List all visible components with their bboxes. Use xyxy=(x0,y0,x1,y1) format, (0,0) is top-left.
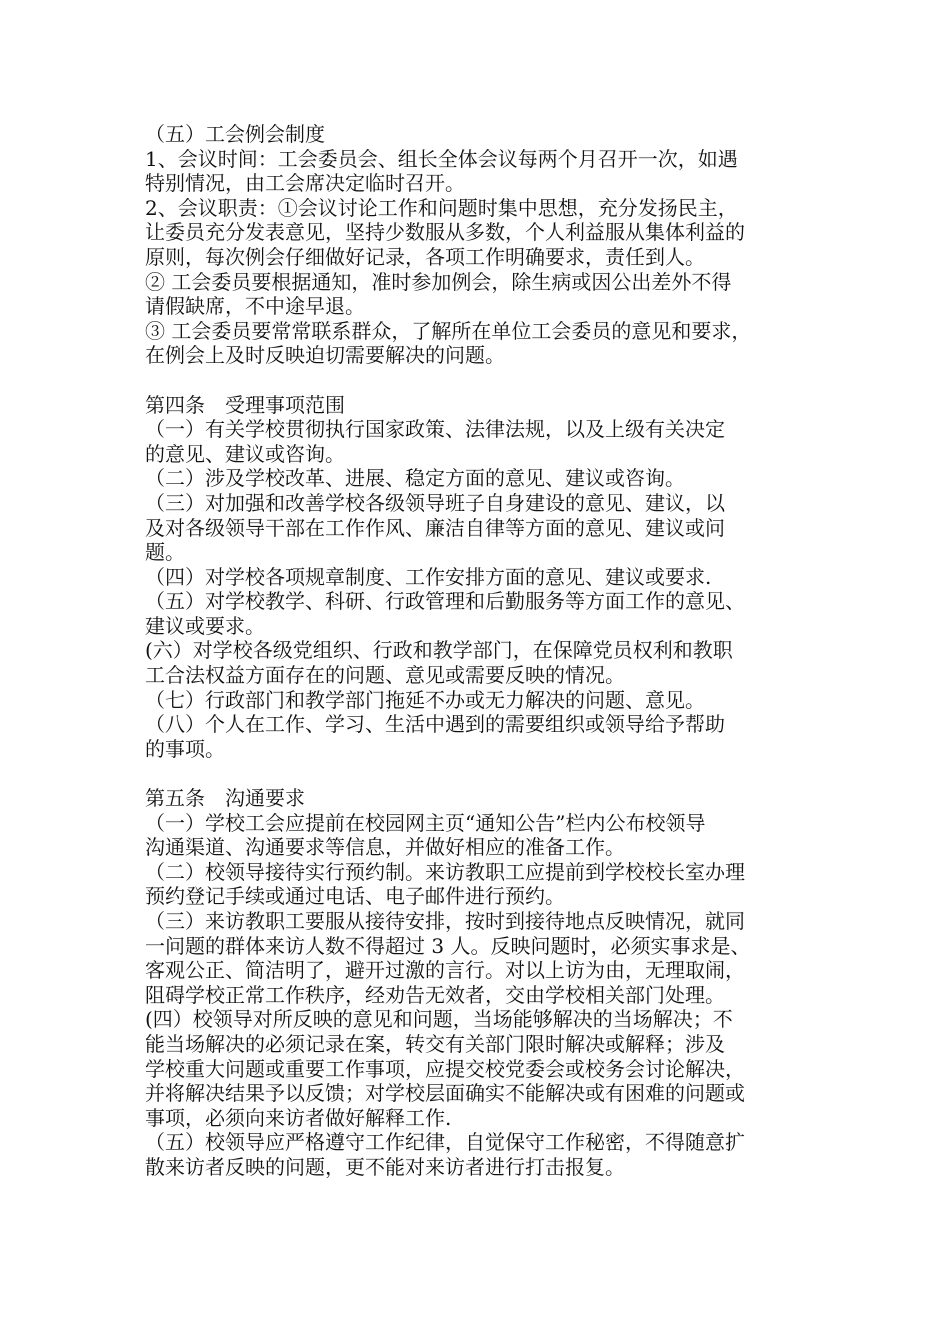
paragraph-line: 请假缺席，不中途早退。 xyxy=(145,294,365,319)
paragraph-line: 在例会上及时反映迫切需要解决的问题。 xyxy=(145,343,505,368)
paragraph-line: 特别情况，由工会席决定临时召开。 xyxy=(145,171,465,196)
paragraph-line: （一）有关学校贯彻执行国家政策、法律法规，以及上级有关决定 xyxy=(145,417,725,442)
paragraph-line: 工合法权益方面存在的问题、意见或需要反映的情况。 xyxy=(145,663,625,688)
paragraph-line: 让委员充分发表意见，坚持少数服从多数，个人利益服从集体利益的 xyxy=(145,220,745,245)
paragraph-line: 事项，必须向来访者做好解释工作. xyxy=(145,1105,452,1130)
article-five xyxy=(145,786,805,1180)
paragraph-line: 客观公正、简洁明了，避开过激的言行。对以上访为由，无理取闹， xyxy=(145,958,745,983)
paragraph-line: （一）学校工会应提前在校园网主页“通知公告”栏内公布校领导 xyxy=(145,810,706,835)
paragraph-line: （四）对学校各项规章制度、工作安排方面的意见、建议或要求. xyxy=(145,564,712,589)
article-heading: 第四条 受理事项范围 xyxy=(145,392,345,417)
paragraph-line: 能当场解决的必须记录在案，转交有关部门限时解决或解释；涉及 xyxy=(145,1031,725,1056)
spacer xyxy=(145,368,805,393)
document-page xyxy=(145,122,805,1180)
paragraph-line: （八）个人在工作、学习、生活中遇到的需要组织或领导给予帮助 xyxy=(145,712,725,737)
paragraph-line: 学校重大问题或重要工作事项，应提交校党委会或校务会讨论解决， xyxy=(145,1056,745,1081)
article-four xyxy=(145,393,805,762)
paragraph-line: 一问题的群体来访人数不得超过 3 人。反映问题时，必须实事求是、 xyxy=(145,933,751,958)
paragraph-line: (四）校领导对所反映的意见和问题，当场能够解决的当场解决；不 xyxy=(145,1007,733,1032)
paragraph-line: 及对各级领导干部在工作作风、廉洁自律等方面的意见、建议或问 xyxy=(145,515,725,540)
paragraph-line: （三）来访教职工要服从接待安排，按时到接待地点反映情况，就同 xyxy=(145,909,745,933)
paragraph-line: 2、会议职责：①会议讨论工作和问题时集中思想，充分发扬民主， xyxy=(145,195,738,220)
section-heading: （五）工会例会制度 xyxy=(145,122,325,146)
paragraph-line: （二）涉及学校改革、进展、稳定方面的意见、建议或咨询。 xyxy=(145,466,685,491)
paragraph-line: 题。 xyxy=(145,540,185,565)
section-meetings xyxy=(145,122,805,368)
paragraph-line: （二）校领导接待实行预约制。来访教职工应提前到学校校长室办理 xyxy=(145,859,745,884)
article-heading: 第五条 沟通要求 xyxy=(145,786,305,811)
paragraph-line: 预约登记手续或通过电话、电子邮件进行预约。 xyxy=(145,884,565,909)
paragraph-line: ② 工会委员要根据通知，准时参加例会，除生病或因公出差外不得 xyxy=(145,269,732,294)
paragraph-line: (六）对学校各级党组织、行政和教学部门，在保障党员权利和教职 xyxy=(145,638,733,663)
paragraph-line: 阻碍学校正常工作秩序，经劝告无效者，交由学校相关部门处理。 xyxy=(145,982,725,1007)
paragraph-line: （五）对学校教学、科研、行政管理和后勤服务等方面工作的意见、 xyxy=(145,589,745,614)
paragraph-line: 的事项。 xyxy=(145,736,225,761)
paragraph-line: （七）行政部门和教学部门拖延不办或无力解决的问题、意见。 xyxy=(145,687,705,712)
paragraph-line: （三）对加强和改善学校各级领导班子自身建设的意见、建议，以 xyxy=(145,490,725,515)
paragraph-line: 原则，每次例会仔细做好记录，各项工作明确要求，责任到人。 xyxy=(145,244,705,269)
paragraph-line: 1、会议时间：工会委员会、组长全体会议每两个月召开一次，如遇 xyxy=(145,146,738,171)
paragraph-line: 沟通渠道、沟通要求等信息，并做好相应的准备工作。 xyxy=(145,835,625,860)
paragraph-line: 的意见、建议或咨询。 xyxy=(145,441,345,466)
spacer xyxy=(145,761,805,786)
paragraph-line: 建议或要求。 xyxy=(145,613,265,638)
paragraph-line: （五）校领导应严格遵守工作纪律，自觉保守工作秘密，不得随意扩 xyxy=(145,1130,745,1155)
paragraph-line: ③ 工会委员要常常联系群众，了解所在单位工会委员的意见和要求， xyxy=(145,318,752,343)
paragraph-line: 并将解决结果予以反馈；对学校层面确实不能解决或有困难的问题或 xyxy=(145,1081,745,1106)
paragraph-line: 散来访者反映的问题，更不能对来访者进行打击报复。 xyxy=(145,1154,625,1179)
